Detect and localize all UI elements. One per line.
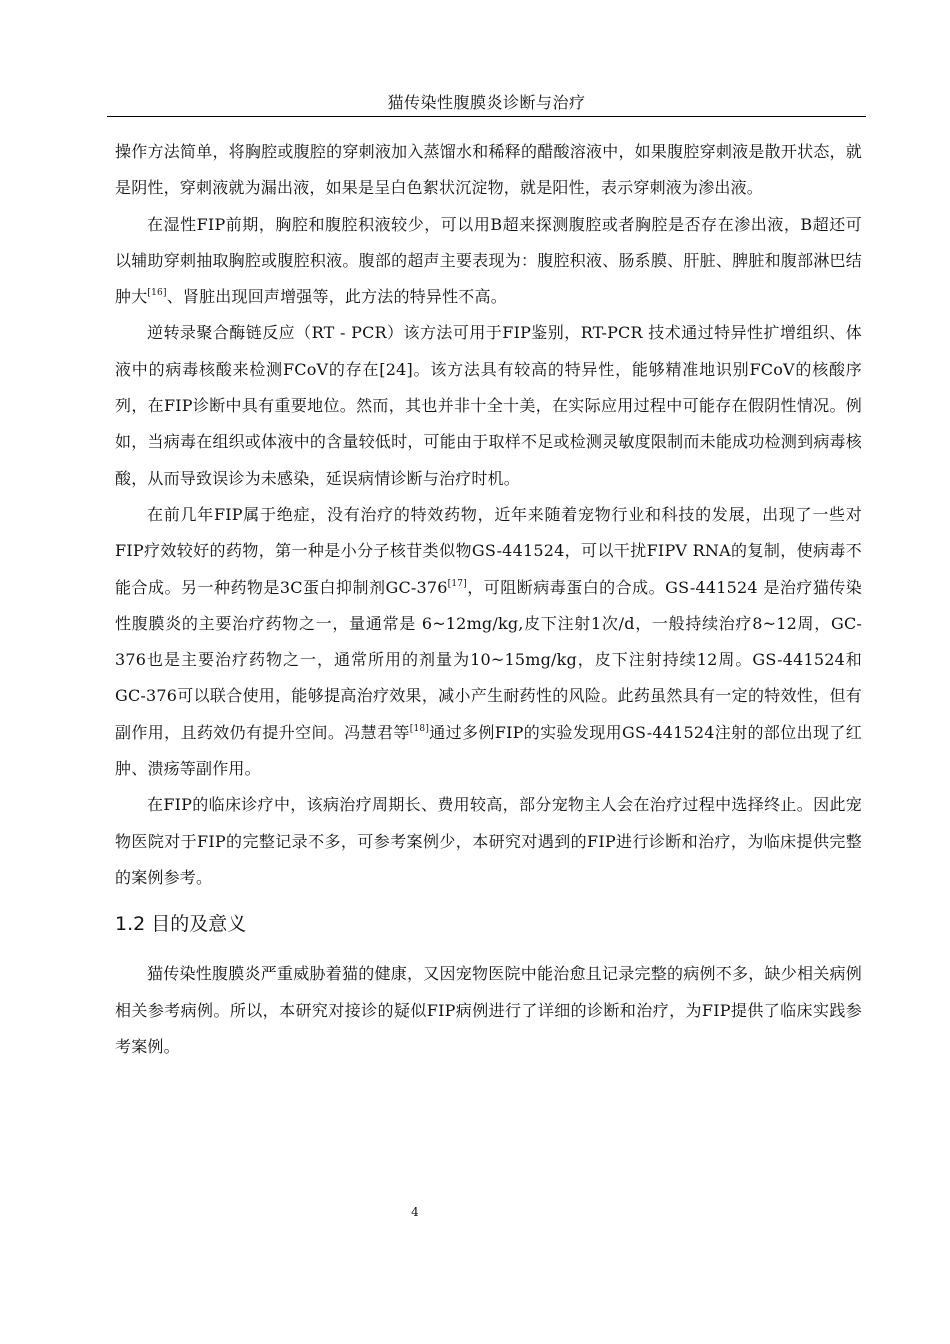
citation-ref: [17] [447,578,467,589]
body-paragraph [115,315,862,496]
paragraph-text: 在前几年FIP属于绝症，没有治疗的特效药物，近年来随着宠物行业和科技的发展，出现了一些对FIP疗效较好的药物，第一种是小分子核苷类似物GS-441524，可以干扰FIPV RNA的复制，使病毒不能合成。另一种药物是3C蛋白抑制剂GC-376 [115,504,862,597]
body-paragraph [115,787,862,896]
body-paragraph [115,134,862,207]
body-paragraph [115,497,862,787]
paragraph-text: 在FIP的临床诊疗中，该病治疗周期长、费用较高，部分宠物主人会在治疗过程中选择终止。因此宠物医院对于FIP的完整记录不多，可参考案例少，本研究对遇到的FIP进行诊断和治疗，为临床提供完整的案例参考。 [115,795,862,887]
paragraph-group-background [115,134,862,896]
paragraph-group-purpose [115,956,862,1065]
header-rule [107,116,866,117]
citation-ref: [18] [409,723,430,734]
paragraph-text: ，可阻断病毒蛋白的合成。GS-441524 是治疗猫传染性腹膜炎的主要治疗药物之一，量通常是 6~12mg/kg,皮下注射1次/d，一般持续治疗8~12周，GC-376也是主要治疗药物之一，通常所用的剂量为10~15mg/kg，皮下注射持续12周。GS-441524和GC-376可以联合使用，能够提高治疗效果，减小产生耐药性的风险。此药虽然具有一定的特效性，但有副作用，且药效仍有提升空间。冯慧君等 [115,577,862,742]
section-heading: 1.2 目的及意义 [115,913,247,936]
page-number: 4 [411,1205,419,1219]
body-paragraph [115,207,862,316]
paragraph-text: 、肾脏出现回声增强等，此方法的特异性不高。 [166,287,507,307]
paragraph-text: 通过多例FIP的实验发现用GS-441524注射的部位出现了红肿、溃疡等副作用。 [115,722,862,779]
body-text [115,134,862,1065]
paragraph-text: 猫传染性腹膜炎严重威胁着猫的健康，又因宠物医院中能治愈且记录完整的病例不多，缺少相关病例相关参考病例。所以，本研究对接诊的疑似FIP病例进行了详细的诊断和治疗，为FIP提供了临床实践参考案例。 [115,964,862,1056]
paragraph-text: 逆转录聚合酶链反应（RT - PCR）该方法可用于FIP鉴别，RT-PCR 技术通过特异性扩增组织、体液中的病毒核酸来检测FCoV的存在[24]。该方法具有较高的特异性，能够精准地识别FCoV的核酸序列，在FIP诊断中具有重要地位。然而，其也并非十全十美，在实际应用过程中可能存在假阴性情况。例如，当病毒在组织或体液中的含量较低时，可能由于取样不足或检测灵敏度限制而未能成功检测到病毒核酸，从而导致误诊为未感染，延误病情诊断与治疗时机。 [115,323,862,488]
paragraph-text: 操作方法简单，将胸腔或腹腔的穿刺液加入蒸馏水和稀释的醋酸溶液中，如果腹腔穿刺液是散开状态，就是阴性，穿刺液就为漏出液，如果是呈白色絮状沉淀物，就是阳性，表示穿刺液为渗出液。 [115,142,862,198]
paragraph-text: 在湿性FIP前期，胸腔和腹腔积液较少，可以用B超来探测腹腔或者胸腔是否存在渗出液，B超还可以辅助穿刺抽取胸腔或腹腔积液。腹部的超声主要表现为：腹腔积液、肠系膜、肝脏、脾脏和腹部淋巴结肿大 [115,214,862,307]
body-paragraph [115,956,862,1065]
citation-ref: [16] [147,288,167,299]
running-header: 猫传染性腹膜炎诊断与治疗 [387,93,586,112]
